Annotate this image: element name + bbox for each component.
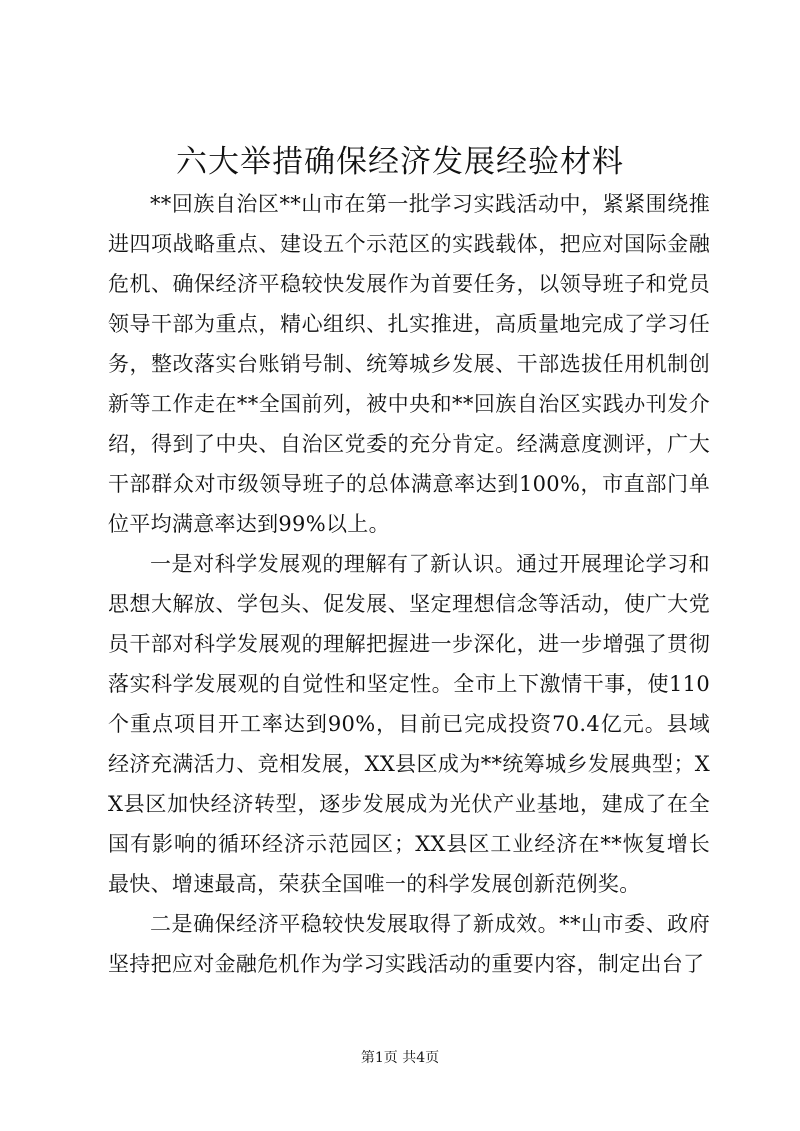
document-body — [108, 184, 710, 984]
document-title: 六大举措确保经济发展经验材料 — [176, 144, 624, 180]
paragraph-intro: **回族自治区**山市在第一批学习实践活动中，紧紧围绕推进四项战略重点、建设五个示范区的实践载体，把应对国际金融危机、确保经济平稳较快发展作为首要任务，以领导班子和党员领导干部为重点，精心组织、扎实推进，高质量地完成了学习任务，整改落实台账销号制、统筹城乡发展、干部选拔任用机制创新等工作走在**全国前列，被中央和**回族自治区实践办刊发介绍，得到了中央、自治区党委的充分肯定。经满意度测评，广大干部群众对市级领导班子的总体满意率达到100%，市直部门单位平均满意率达到99%以上。 — [108, 192, 710, 536]
paragraph-point-two: 二是确保经济平稳较快发展取得了新成效。**山市委、政府坚持把应对金融危机作为学习实践活动的重要内容，制定出台了 — [108, 912, 710, 976]
paragraph-point-one: 一是对科学发展观的理解有了新认识。通过开展理论学习和思想大解放、学包头、促发展、坚定理想信念等活动，使广大党员干部对科学发展观的理解把握进一步深化，进一步增强了贯彻落实科学发展观的自觉性和坚定性。全市上下激情干事，使110个重点项目开工率达到90%，目前已完成投资70.4亿元。县域经济充满活力、竞相发展，XX县区成为**统筹城乡发展典型；XX县区加快经济转型，逐步发展成为光伏产业基地，建成了在全国有影响的循环经济示范园区；XX县区工业经济在**恢复增长最快、增速最高，荣获全国唯一的科学发展创新范例奖。 — [108, 552, 710, 896]
page-number-footer: 第1页 共4页 — [360, 1050, 440, 1066]
